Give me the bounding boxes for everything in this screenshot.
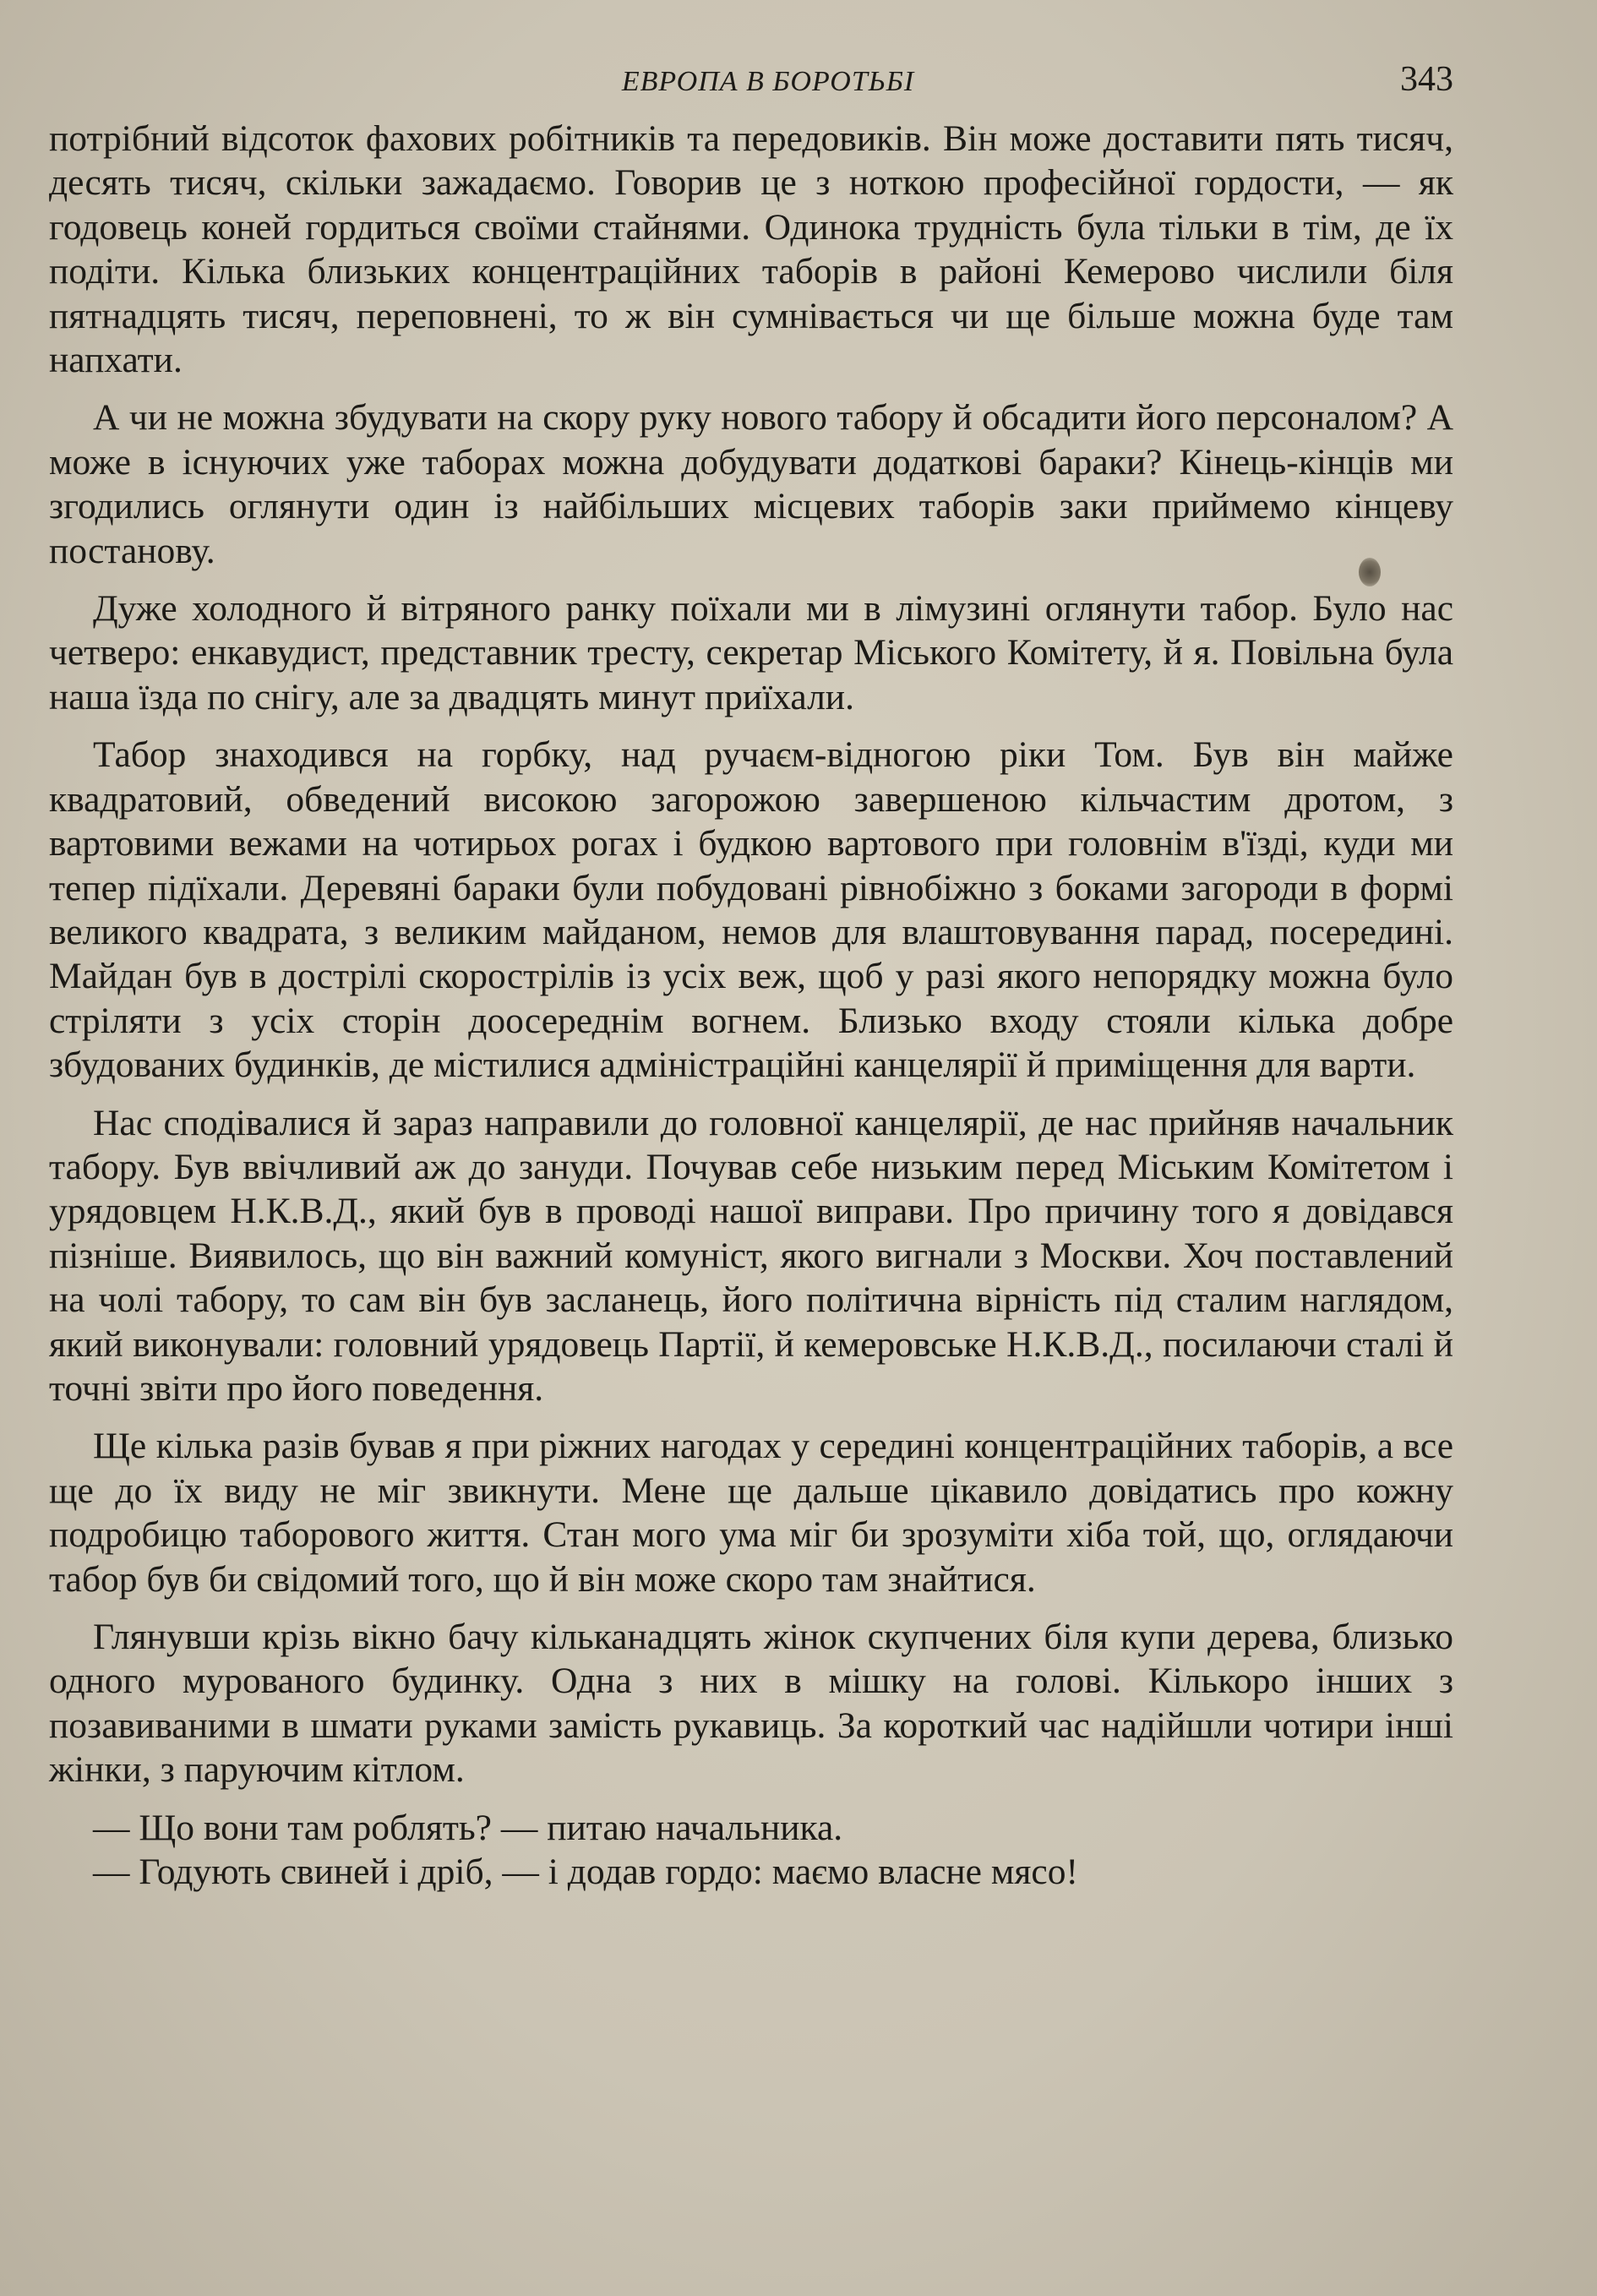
paragraph-6: Ще кілька разів бував я при ріжних нагодах у середині концентраційних таборів, а все ще до їх виду не міг звикнути. Мене ще дальше цікавило довідатись про кожну подробицю таборового життя. Стан мого ума міг би зрозуміти хіба той, що, оглядаючи табор був би свідомий того, що й він може скоро там знайтися. bbox=[49, 1426, 1453, 1600]
paragraph-3: Дуже холодного й вітряного ранку поїхали ми в лімузині оглянути табор. Було нас четверо: енкавудист, представник тресту, секретар Міського Комітету, й я. Повільна була наша їзда по снігу, але за двадцять минут приїхали. bbox=[49, 588, 1453, 717]
paragraph-7: Глянувши крізь вікно бачу кільканадцять жінок скупчених біля купи дерева, близько одного мурованого будинку. Одна з них в мішку на голові. Кількоро інших з позавиваними в шмати руками замість рукавиць. За короткий час надійшли чотири інші жінки, з паруючим кітлом. bbox=[49, 1617, 1453, 1791]
running-title: ЕВРОПА В БОРОТЬБІ bbox=[621, 66, 915, 97]
running-header bbox=[49, 52, 1453, 112]
dialogue-line-1: — Що вони там роблять? — питаю начальника. bbox=[93, 1807, 843, 1848]
paragraph-1: потрібний відсоток фахових робітників та передовиків. Він може доставити пять тисяч, десять тисяч, скільки зажадаємо. Говорив це з ноткою професійної гордости, — як годовець коней гордиться своїми стайнями. Одинока трудність була тільки в тім, де їх подіти. Кілька близьких концентраційних таборів в районі Кемерово числили біля пятнадцять тисяч, переповнені, то ж він сумнівається чи ще більше можна буде там напхати. bbox=[49, 118, 1453, 381]
dialogue-line-2: — Годують свиней і дріб, — і додав гордо: маємо власне мясо! bbox=[93, 1852, 1078, 1893]
paragraph-4: Табор знаходився на горбку, над ручаєм-відногою ріки Том. Був він майже квадратовий, обведений високою загорожою завершеною кільчастим дротом, з вартовими вежами на чотирьох рогах і будкою вартового при головнім в'їзді, куди ми тепер підїхали. Деревяні бараки були побудовані рівнобіжно з боками загороди в формі великого квадрата, з великим майданом, немов для влаштовування парад, посередині. Майдан був в дострілі скорострілів із усіх веж, щоб у разі якого непорядку можна було стріляти з усіх сторін доосереднім вогнем. Близько входу стояли кілька добре збудованих будинків, де містилися адміністраційні канцелярії й приміщення для варти. bbox=[49, 734, 1453, 1086]
paragraph-5: Нас сподівалися й зараз направили до головної канцелярії, де нас прийняв начальник табору. Був ввічливий аж до зануди. Почував себе низьким перед Міським Комітетом і урядовцем Н.К.В.Д., який був в проводі нашої виправи. Про причину того я довідався пізніше. Виявилось, що він важний комуніст, якого вигнали з Москви. Хоч поставлений на чолі табору, то сам він був засланець, його політична вірність під сталим наглядом, який виконували: головний урядовець Партії, й кемеровське Н.К.В.Д., посилаючи сталі й точні звіти про його поведення. bbox=[49, 1102, 1453, 1409]
body-text bbox=[49, 117, 1453, 1894]
paragraph-2: А чи не можна збудувати на скору руку нового табору й обсадити його персоналом? А може в існуючих уже таборах можна добудувати додаткові бараки? Кінець-кінців ми згодились оглянути один із найбільших місцевих таборів заки приймемо кінцеву постанову. bbox=[49, 397, 1453, 571]
page-number: 343 bbox=[1400, 60, 1453, 99]
ink-stain bbox=[1359, 558, 1381, 586]
